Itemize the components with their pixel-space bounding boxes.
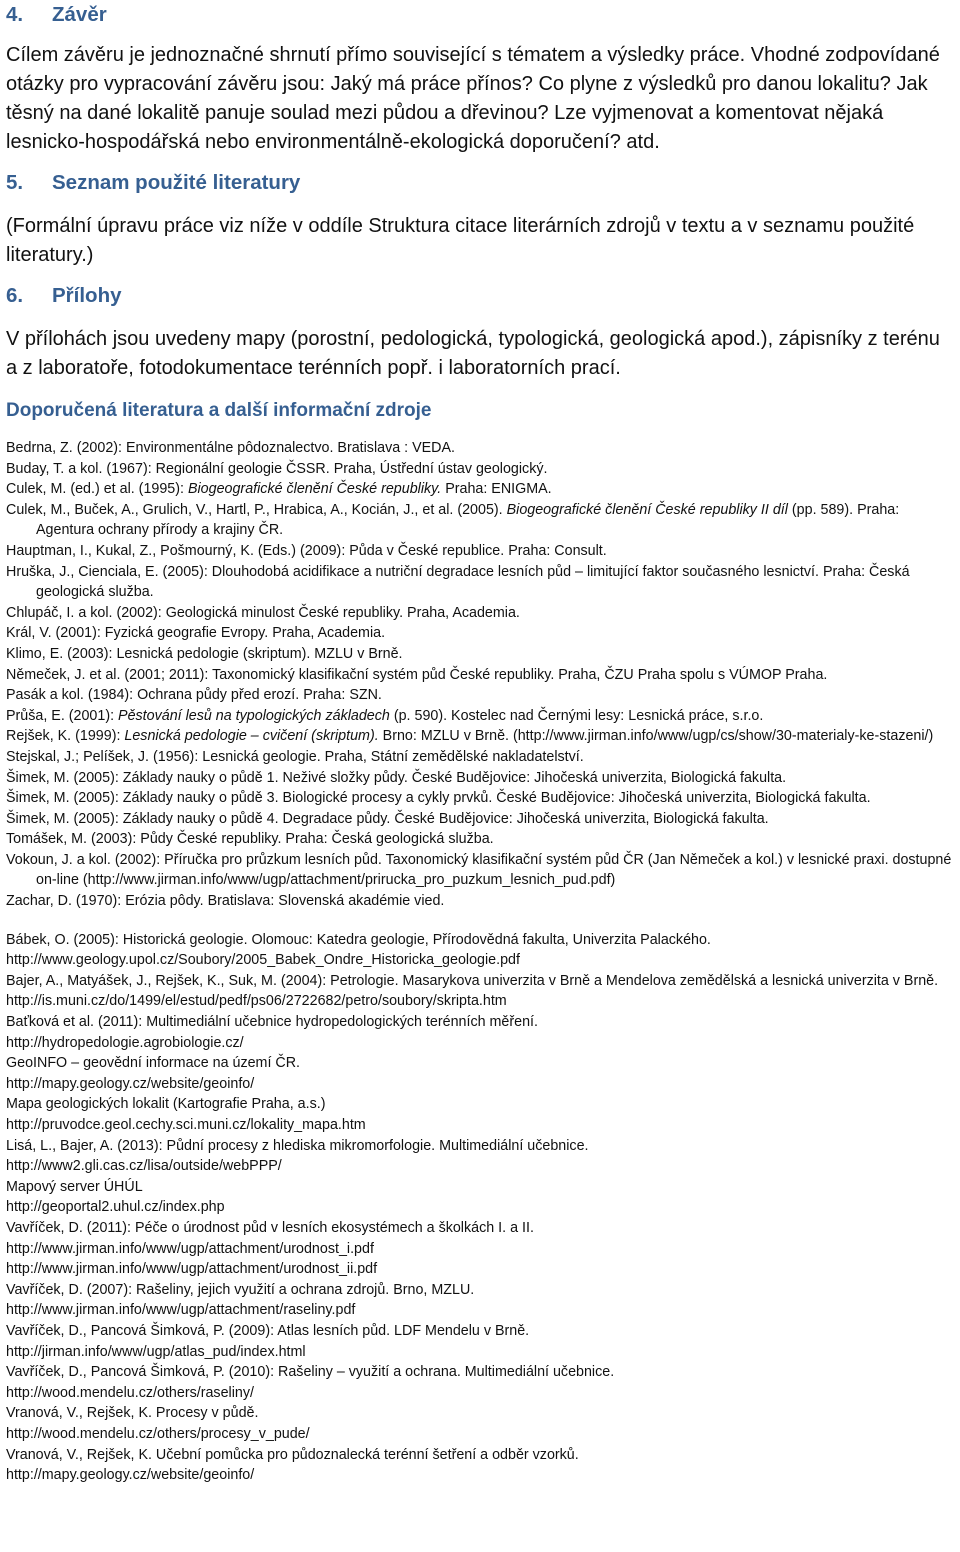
reference-text: Hauptman, I., Kukal, Z., Pošmourný, K. (Eds.) (2009): Půda v České republice. Praha: Consult. [6, 542, 607, 559]
reference-item [6, 706, 954, 727]
reference-text: Vavříček, D. (2011): Péče o úrodnost půd v lesních ekosystémech a školkách I. a II. [6, 1219, 534, 1236]
reference-item [6, 1136, 954, 1177]
reference-item [6, 788, 954, 809]
reference-text: Buday, T. a kol. (1967): Regionální geologie ČSSR. Praha, Ústřední ústav geologický. [6, 460, 548, 477]
reference-item [6, 665, 954, 686]
reference-text: Vranová, V., Rejšek, K. Procesy v půdě. [6, 1405, 259, 1422]
section-4-paragraph: Cílem závěru je jednoznačné shrnutí přímo související s tématem a výsledky práce. Vhodné zodpovídané otázky pro vypracování závěru jsou: Jaký má práce přínos? Co plyne z výsledků pro danou lokalitu? Jak těsný na dané lokalitě panuje soulad mezi půdou a dřevinou? Lze vyjmenovat a komentovat nějaká lesnicko-hospodářská nebo environmentálně-ekologická doporučení? atd. [6, 44, 940, 153]
reference-list-primary [6, 438, 954, 912]
section-title: Přílohy [52, 284, 122, 307]
reference-item [6, 829, 954, 850]
reference-url[interactable]: http://jirman.info/www/ugp/atlas_pud/index.html [6, 1343, 306, 1360]
reference-text: Zachar, D. (1970): Erózia pôdy. Bratislava: Slovenská akadémie vied. [6, 893, 445, 910]
reference-text: Lisá, L., Bajer, A. (2013): Půdní procesy z hlediska mikromorfologie. Multimediální učebnice. [6, 1137, 589, 1154]
reference-text: Bedrna, Z. (2002): Environmentálne pôdoznalectvo. Bratislava : VEDA. [6, 440, 455, 456]
reference-text-tail: (pp. 589). Praha: Agentura ochrany přírody a krajiny ČR. [36, 501, 900, 539]
section-5-paragraph: (Formální úpravu práce viz níže v oddíle Struktura citace literárních zdrojů v textu a v seznamu použité literatury.) [6, 215, 915, 266]
reference-item [6, 1280, 954, 1321]
reference-url[interactable]: http://hydropedologie.agrobiologie.cz/ [6, 1034, 244, 1051]
document-page [0, 1, 960, 1552]
reference-item [6, 891, 954, 912]
reference-url[interactable]: http://www.jirman.info/www/ugp/attachment/raseliny.pdf [6, 1302, 356, 1319]
reference-text: GeoINFO – geovědní informace na území ČR. [6, 1055, 301, 1072]
reference-item [6, 1053, 954, 1094]
reference-text: Tomášek, M. (2003): Půdy České republiky. Praha: Česká geologická služba. [6, 831, 494, 848]
reference-item [6, 1012, 954, 1053]
reference-url[interactable]: http://pruvodce.geol.cechy.sci.muni.cz/lokality_mapa.htm [6, 1117, 366, 1133]
reference-title-italic: Pěstování lesů na typologických základech [118, 707, 390, 724]
reference-item [6, 644, 954, 665]
reference-item [6, 685, 954, 706]
reference-item [6, 1177, 954, 1218]
reference-text: Bábek, O. (2005): Historická geologie. Olomouc: Katedra geologie, Přírodovědná fakulta, Univerzita Palackého. [6, 931, 711, 948]
reference-url[interactable]: http://www.geology.upol.cz/Soubory/2005_Babek_Ondre_Historicka_geologie.pdf [6, 952, 520, 969]
section-title: Seznam použité literatury [52, 171, 301, 194]
reference-text: Rejšek, K. (1999): [6, 728, 125, 745]
reference-item [6, 971, 954, 1012]
reference-text: Klimo, E. (2003): Lesnická pedologie (skriptum). MZLU v Brně. [6, 645, 403, 662]
reference-item [6, 726, 954, 747]
reference-url[interactable]: http://www.jirman.info/www/ugp/attachment/urodnost_i.pdf [6, 1240, 374, 1257]
reference-item [6, 541, 954, 562]
reference-text: Šimek, M. (2005): Základy nauky o půdě 1. Neživé složky půdy. České Budějovice: Jihočeská univerzita, Biologická fakulta. [6, 769, 787, 786]
reference-item [6, 500, 954, 541]
section-number: 6. [6, 284, 24, 307]
reference-url[interactable]: http://mapy.geology.cz/website/geoinfo/ [6, 1075, 255, 1092]
reference-text: Hruška, J., Cienciala, E. (2005): Dlouhodobá acidifikace a nutriční degradace lesních půd – limitující faktor současného lesnictví. Praha: Česká geologická služba. [6, 563, 910, 601]
reference-text: Šimek, M. (2005): Základy nauky o půdě 4. Degradace půdy. České Budějovice: Jihočeská univerzita, Biologická fakulta. [6, 810, 769, 827]
reference-item [6, 438, 954, 459]
reference-text: Němeček, J. et al. (2001; 2011): Taxonomický klasifikační systém půd České republiky. Praha, ČZU Praha spolu s VÚMOP Praha. [6, 666, 828, 683]
section-6-heading [6, 282, 954, 310]
reference-item [6, 562, 954, 603]
reference-item [6, 850, 954, 891]
reference-text: Průša, E. (2001): [6, 707, 119, 724]
reference-item [6, 603, 954, 624]
reference-url[interactable]: http://is.muni.cz/do/1499/el/estud/pedf/ps06/2722682/petro/soubory/skripta.htm [6, 993, 507, 1010]
reference-url[interactable]: http://mapy.geology.cz/website/geoinfo/ [6, 1467, 255, 1484]
reference-item [6, 1321, 954, 1362]
reference-text: Bajer, A., Matyášek, J., Rejšek, K., Suk, M. (2004): Petrologie. Masarykova univerzita v Brně a Mendelova zemědělská a lesnická univerzita v Brně. [6, 972, 939, 989]
list-spacer [6, 912, 954, 930]
reference-text: Šimek, M. (2005): Základy nauky o půdě 3. Biologické procesy a cykly prvků. České Budějovice: Jihočeská univerzita, Biologická fakulta. [6, 790, 871, 807]
reference-text: Culek, M., Buček, A., Grulich, V., Hartl, P., Hrabica, A., Kocián, J., et al. (2005). [6, 501, 507, 518]
reference-item [6, 768, 954, 789]
reference-text: Pasák a kol. (1984): Ochrana půdy před erozí. Praha: SZN. [6, 687, 382, 704]
reference-item [6, 930, 954, 971]
reference-url[interactable]: http://www2.gli.cas.cz/lisa/outside/webPPP/ [6, 1158, 282, 1175]
section-number: 4. [6, 3, 24, 26]
reference-text: Mapový server ÚHÚL [6, 1178, 143, 1195]
reference-item [6, 1403, 954, 1444]
reference-text: Vranová, V., Rejšek, K. Učební pomůcka pro půdoznalecká terénní šetření a odběr vzorků. [6, 1446, 579, 1463]
reference-url[interactable]: http://geoportal2.uhul.cz/index.php [6, 1199, 225, 1216]
reference-text: Vavříček, D. (2007): Rašeliny, jejich využití a ochrana zdrojů. Brno, MZLU. [6, 1281, 475, 1298]
section-number: 5. [6, 171, 24, 194]
section-4-heading [6, 1, 954, 29]
reference-url[interactable]: http://wood.mendelu.cz/others/procesy_v_pude/ [6, 1425, 310, 1442]
reference-title-italic: Lesnická pedologie – cvičení (skriptum). [124, 728, 379, 745]
reference-item [6, 1218, 954, 1280]
reference-text: Vavříček, D., Pancová Šimková, P. (2009): Atlas lesních půd. LDF Mendelu v Brně. [6, 1322, 530, 1339]
reference-item [6, 1094, 954, 1135]
section-6-paragraph: V přílohách jsou uvedeny mapy (porostní, pedologická, typologická, geologická apod.), zápisníky z terénu a z laboratoře, fotodokumentace terénních popř. i laboratorních prací. [6, 328, 940, 379]
reference-text: Culek, M. (ed.) et al. (1995): [6, 481, 188, 498]
reference-text: Mapa geologických lokalit (Kartografie Praha, a.s.) [6, 1096, 326, 1113]
reference-item [6, 1362, 954, 1403]
reference-text: Král, V. (2001): Fyzická geografie Evropy. Praha, Academia. [6, 625, 386, 642]
reference-text: Chlupáč, I. a kol. (2002): Geologická minulost České republiky. Praha, Academia. [6, 604, 520, 621]
reference-item [6, 1445, 954, 1486]
reference-text: Vavříček, D., Pancová Šimková, P. (2010): Rašeliny – využití a ochrana. Multimediální učebnice. [6, 1364, 615, 1381]
reference-text-tail: (p. 590). Kostelec nad Černými lesy: Lesnická práce, s.r.o. [389, 707, 764, 724]
reference-text: Baťková et al. (2011): Multimediální učebnice hydropedologických terénních měření. [6, 1014, 538, 1031]
reference-item [6, 623, 954, 644]
reference-url[interactable]: http://wood.mendelu.cz/others/raseliny/ [6, 1384, 254, 1401]
section-5-heading [6, 169, 954, 197]
reference-item [6, 809, 954, 830]
recommended-literature-heading: Doporučená literatura a další informační zdroje [6, 400, 432, 421]
reference-item [6, 747, 954, 768]
reference-list-online [6, 930, 954, 1486]
reference-text: Vokoun, J. a kol. (2002): Příručka pro průzkum lesních půd. Taxonomický klasifikační systém půd ČR (Jan Němeček a kol.) v lesnické praxi. dostupné on-line (http://www.jirman.info/www/ugp/attachment/prirucka_pro_puzkum_lesnich_pud.pdf) [6, 851, 952, 889]
reference-title-italic: Biogeografické členění České republiky. [187, 481, 442, 498]
reference-title-italic: Biogeografické členění České republiky II díl [506, 501, 788, 518]
reference-item [6, 479, 954, 500]
reference-item [6, 459, 954, 480]
reference-text-tail: Praha: ENIGMA. [441, 481, 552, 498]
section-title: Závěr [52, 3, 107, 26]
reference-text: Stejskal, J.; Pelíšek, J. (1956): Lesnická geologie. Praha, Státní zemědělské nakladatelství. [6, 748, 584, 765]
reference-url[interactable]: http://www.jirman.info/www/ugp/attachment/urodnost_ii.pdf [6, 1261, 378, 1278]
reference-text-tail: Brno: MZLU v Brně. (http://www.jirman.info/www/ugp/cs/show/30-materialy-ke-stazeni/) [378, 728, 934, 745]
